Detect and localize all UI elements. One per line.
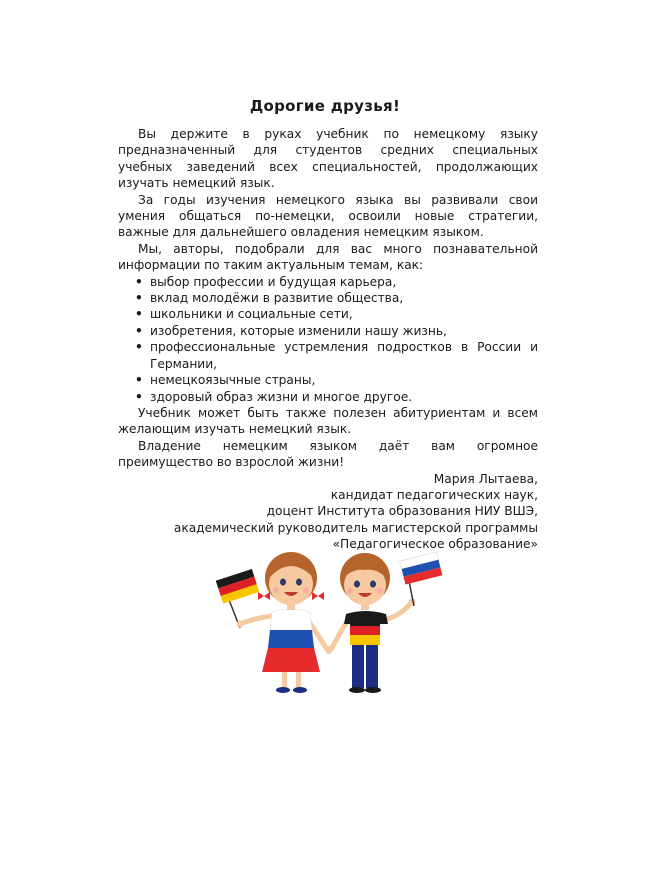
page-title: Дорогие друзья! xyxy=(249,97,401,115)
topic-item: • вклад молодёжи в развитие общества, xyxy=(118,290,538,306)
author-role: академический руководитель магистерской программы xyxy=(173,520,538,535)
boy-figure xyxy=(325,553,416,693)
body-text xyxy=(118,126,538,553)
author-program: «Педагогическое образование» xyxy=(332,537,538,552)
russian-flag-icon xyxy=(400,552,443,606)
topic-item: • немецкоязычные страны, xyxy=(118,372,538,388)
paragraph-years: За годы изучения немецкого языка вы развивали свои умения общаться по-немецки, освоили новые стратегии, важные для дальнейшего овладения немецким языком. xyxy=(118,192,538,240)
topic-item: • изобретения, которые изменили нашу жизнь, xyxy=(118,323,538,339)
topic-item: • выбор профессии и будущая карьера, xyxy=(118,274,538,290)
author-degree: кандидат педагогических наук, xyxy=(330,487,538,502)
children-with-flags-illustration xyxy=(210,540,450,700)
topic-item: • профессиональные устремления подростков в России и Германии, xyxy=(118,339,538,372)
author-position: доцент Института образования НИУ ВШЭ, xyxy=(266,504,538,519)
paragraph-advantage: Владение немецким языком даёт вам огромное преимущество во взрослой жизни! xyxy=(118,438,538,470)
topics-list xyxy=(118,274,538,405)
paragraph-topics-intro: Мы, авторы, подобрали для вас много познавательной информации по таким актуальным темам, как: xyxy=(118,241,538,273)
topic-item: • здоровый образ жизни и многое другое. xyxy=(118,389,538,405)
topic-item: • школьники и социальные сети, xyxy=(118,306,538,322)
author-name: Мария Лытаева, xyxy=(433,471,538,486)
paragraph-intro: Вы держите в руках учебник по немецкому языку предназначенный для студентов средних специальных учебных заведений всех специальностей, продолжающих изучать немецкий язык. xyxy=(118,127,538,191)
paragraph-useful: Учебник может быть также полезен абитуриентам и всем желающим изучать немецкий язык. xyxy=(118,405,538,437)
